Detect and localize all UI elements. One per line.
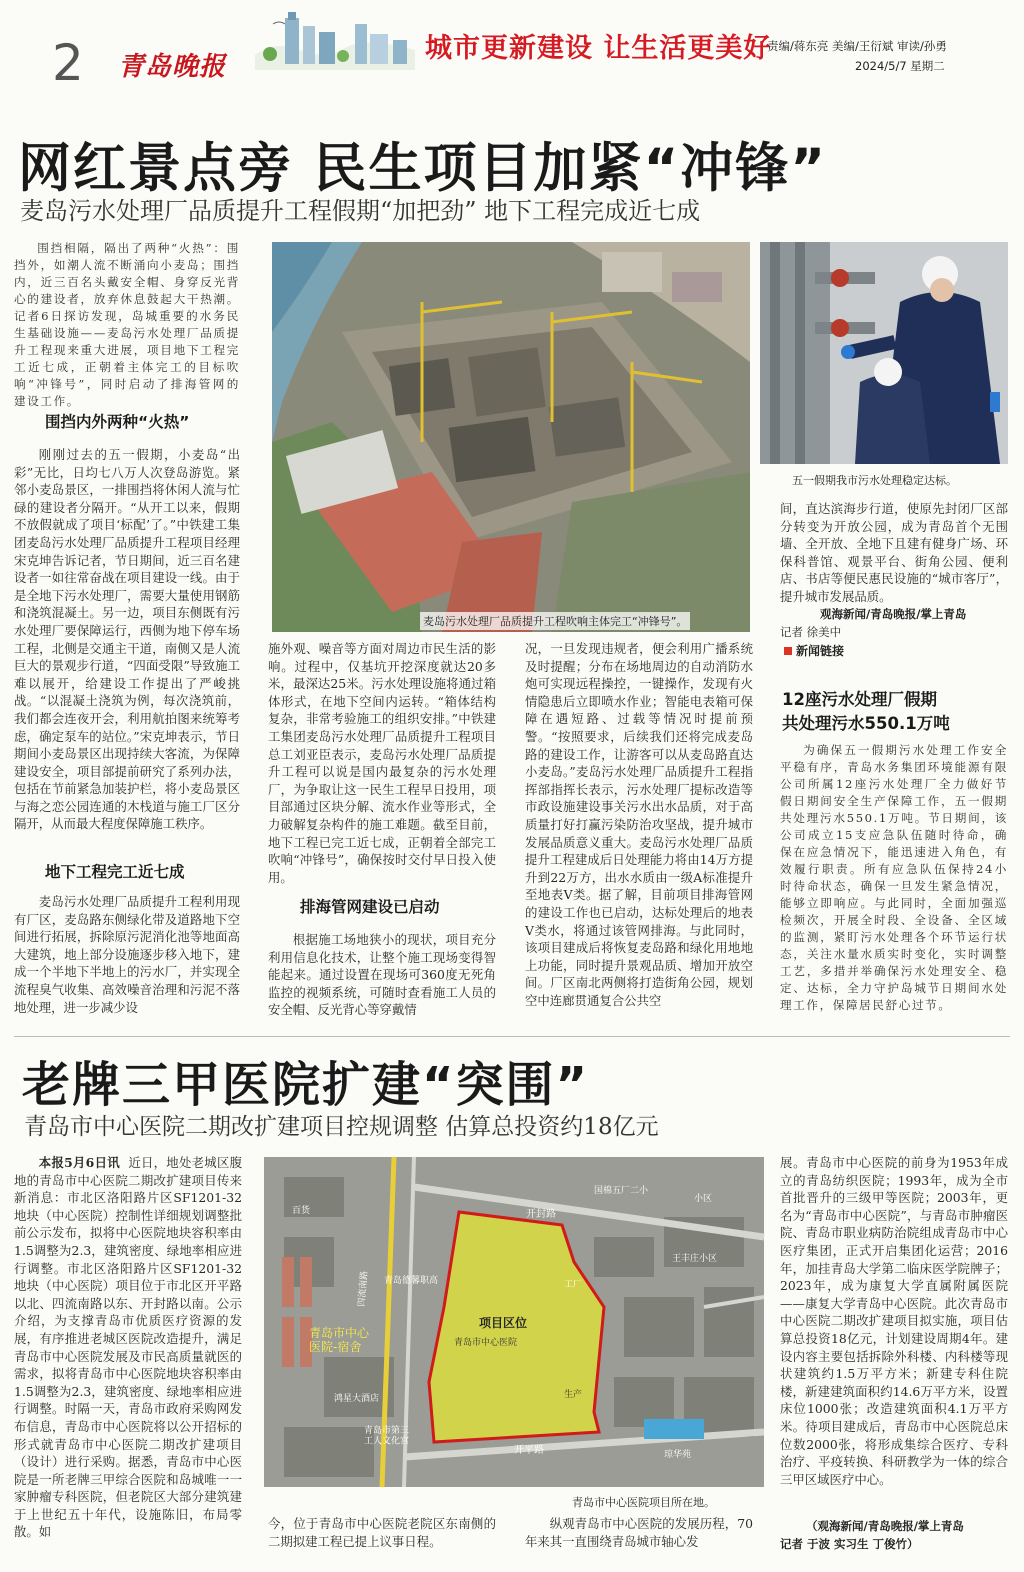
- issue-date: 2024/5/7 星期二: [855, 59, 945, 73]
- section-heading-3: 排海管网建设已启动: [300, 898, 440, 916]
- map-label-dormitory: 青岛市中心医院-宿舍: [309, 1326, 370, 1354]
- slogan: 城市更新建设 让生活更美好: [425, 33, 772, 64]
- map-poi-3: 工厂: [564, 1280, 583, 1290]
- side-photo-caption: 五一假期我市污水处理稳定达标。: [792, 474, 957, 487]
- story2-col4-body: 展。青岛市中心医院的前身为1953年成立的青岛纺织医院；1993年，成为全市首批晋升的三级甲等医院；2003年，更名为“青岛市中心医院”，与青岛市肿瘤医院、青岛市职业病防治院组成青岛市中心医疗集团，正式开启集团化运营；2016年，加挂青岛大学第二临床医学院牌子；2023年，成为康复大学直属附属医院——康复大学青岛中心医院。此次青岛市中心医院二期改扩建项目拟实施，项目估算总投资18亿元，计划建设周期4年。建设内容主要包括拆除外科楼、内科楼等现状建筑约1.5万平方米；新建专科住院楼，新建建筑面积约14.6万平方米，设置床位1000张；改造建筑面积4.1万平方米。待项目建成后，青岛市中心医院总床位数2000张，将形成集综合医疗、专科治疗、平疫转换、科研教学为一体的综合三甲区域医疗中心。: [780, 1155, 1008, 1487]
- side-story-title-2: 共处理污水550.1万吨: [782, 714, 950, 733]
- map-label-kaiping: 开平路: [514, 1445, 544, 1456]
- section-divider: [14, 1036, 1010, 1037]
- map-poi-7: 小区: [694, 1194, 713, 1204]
- story2-col2-body: 今，位于青岛市中心医院老院区东南侧的二期拟建工程已提上议事日程。: [268, 1516, 496, 1549]
- story2-col1-body: 本报5月6日讯 近日，地处老城区腹地的青岛市中心医院二期改扩建项目传来新消息：市北区洛阳路片区SF1201-32地块（中心医院）控制性详细规划调整批前公示发布，拟将中心医院地块容积率由1.5调整为2.3，建筑密度、绿地率相应进行调整。市北区洛阳路片区SF1201-32地块（中心医院）项目位于市北区开平路以北、四流南路以东、开封路以南。公示介绍，为支撑青岛市优质医疗资源的发展，有序推进老城区医院改造提升，满足青岛市中心医院发展及市民高质量就医的需求，拟将青岛市中心医院地块容积率由1.5调整为2.3，建筑密度、绿地率相应进行调整。时隔一天，青岛市政府采购网发布信息，青岛市中心医院将以公开招标的形式就青岛市中心医院二期改扩建项目（设计）进行采购。据悉，青岛市中心医院是一所老牌三甲综合医院和岛城唯一一家肿瘤专科医院，但老院区大部分建筑建于上世纪五十年代，设施陈旧，布局零散。如: [14, 1155, 242, 1540]
- map-label-hospital: 青岛市中心医院: [454, 1338, 518, 1348]
- story1-col4-body: 间，直达滨海步行道，使原先封闭厂区部分转变为开放公园，成为青岛首个无围墙、全开放、全地下且建有健身广场、环保科普馆、观景平台、街角公园、便利店、书店等便民惠民设施的“城市客厅”，提升城市发展品质。: [780, 501, 1008, 604]
- story1-intro: 围挡相隔，隔出了两种“火热”：围挡外，如潮人流不断涌向小麦岛；围挡内，近三百名头戴安全帽、身穿反光背心的建设者，放弃休息鼓起大干热潮。记者6日探访发现，岛城重要的水务民生基础设施——麦岛污水处理厂品质提升工程现来重大进展，项目地下工程完工近七成，正朝着主体完工的目标吹响“冲锋号”，同时启动了排海管网的建设工作。: [14, 241, 240, 408]
- section-heading-1: 围挡内外两种“火热”: [45, 413, 190, 431]
- editor-credits: 责编/蒋东亮 美编/王衍斌 审读/孙勇: [767, 39, 947, 53]
- map-poi-8: 王丰庄小区: [672, 1254, 718, 1264]
- story1-col1-body: 刚刚过去的五一假期，小麦岛“出彩”无比，日均七八万人次登岛游览。紧邻小麦岛景区，一排围挡将休闲人流与忙碌的建设者分隔开。“从开工以来，假期不放假就成了项目‘标配’了。”中铁建工集团麦岛污水处理厂品质提升工程项目经理宋克坤告诉记者，节日期间，近三百名建设者一如往常奋战在项目建设一线。由于是全地下污水处理厂，需要大量使用钢筋和浇筑混凝土。另一边，项目东侧既有污水处理厂要保障运行，西侧为地下停车场工程，北侧是交通主干道，南侧又是人流巨大的景观步行道，“四面受限”导致施工难以展开，给建设工作提出了严峻挑战。“以混凝土浇筑为例，每次浇筑前，我们都会连夜开会，利用航拍图来统筹考虑，确定泵车的站位。”宋克坤表示，节日期间小麦岛景区出现持续大客流，为保障建设安全，项目部提前研究了系列办法，包括在节前紧急加装护栏，将小麦岛景区与海之恋公园连通的木栈道与施工厂区分隔开，从而最大程度保障施工秩序。: [14, 447, 240, 832]
- reporter-1: 记者 徐美中: [780, 625, 842, 639]
- main-photo-caption: 麦岛污水处理厂品质提升工程吹响主体完工“冲锋号”。: [420, 612, 690, 630]
- map-poi-1: 国棉五厂二小: [594, 1186, 649, 1196]
- section-heading-2: 地下工程完工近七成: [45, 863, 185, 881]
- map-caption: 青岛市中心医院项目所在地。: [572, 1496, 715, 1509]
- location-map: [264, 1157, 764, 1487]
- aerial-construction-photo: [272, 242, 750, 632]
- map-poi-5: 琼华苑: [664, 1450, 692, 1460]
- map-label-siliu: 四流南路: [357, 1270, 371, 1308]
- story1-col2b-body: 根据施工场地狭小的现状，项目充分利用信息化技术，让整个施工现场变得智能起来。通过设置在现场可360度无死角监控的视频系统，可随时查看施工人员的安全帽、反光背心等穿戴情: [268, 932, 496, 1018]
- newspaper-logo: 青岛晚报: [118, 52, 227, 82]
- byline-2: （观海新闻/青岛晚报/掌上青岛: [806, 1519, 964, 1533]
- map-label-culture: 青岛市第三工人文化宫: [364, 1426, 410, 1447]
- skyline-illustration: [255, 10, 415, 70]
- side-story-body: 为确保五一假期污水处理工作安全平稳有序，青岛水务集团环境能源有限公司所属12座污水处理厂全力做好节假日期间安全生产保障工作，五一假期共处理污水550.1万吨。节日期间，该公司成立15支应急队伍随时待命，确保在应急情况下，能迅速进入角色，有效履行职责。所有应急队伍保持24小时待命状态，确保一旦发生紧急情况，能够立即响应。与此同时，全面加强巡检频次，开展全时段、全设备、全区域的监测，紧盯污水处理各个环节运行状态，关注水量水质实时变化，实时调整工艺，多措并举确保污水处理安全、稳定、达标，全力守护岛城节日期间水处理工作，保障居民舒心过节。: [780, 743, 1008, 1012]
- side-story-title-1: 12座污水处理厂假期: [782, 690, 937, 709]
- story2-subheadline: 青岛市中心医院二期改扩建项目控规调整 估算总投资约18亿元: [24, 1114, 659, 1140]
- page-number: 2: [52, 34, 84, 92]
- story1-col1b-body: 麦岛污水处理厂品质提升工程利用现有厂区，麦岛路东侧绿化带及道路地下空间进行拓展，拆除原污泥消化池等地面高大建筑，地上部分设施逐步移入地下，建成一个半地下半地上的污水厂，并实现全流程臭气收集、高效噪音治理和污泥不落地处理，进一步减少设: [14, 894, 240, 1015]
- story2-headline: 老牌三甲医院扩建“突围”: [22, 1057, 590, 1113]
- reporter-2: 记者 于波 实习生 丁俊竹）: [780, 1537, 919, 1551]
- map-label-project: 项目区位: [479, 1316, 528, 1330]
- news-link-label: 新闻链接: [784, 642, 844, 659]
- map-label-kaifeng: 开封路: [526, 1209, 556, 1220]
- story1-col3-body: 况，一旦发现违规者，便会利用广播系统及时提醒；分布在场地周边的自动消防水炮可实现远程操控，一键操作，发现有火情隐患后立即喷水作业；智能电表箱可保障在遇短路、过载等情况时提前预警。“按照要求，后续我们还将完成麦岛路的建设工作，让游客可以从麦岛路直达小麦岛。”麦岛污水处理厂品质提升工程指挥部指挥长表示，污水处理厂提标改造等市政设施建设事关污水出水品质，对于高质量打好打赢污染防治攻坚战，提升城市发展品质意义重大。麦岛污水处理厂品质提升工程建成后日处理能力将由14万方提升到22万方，出水水质由一级A标准提升至地表V类。据了解，目前项目排海管网的建设工作也已启动，达标处理后的地表V类水，将通过该管网排海。与此同时，该项目建成后将恢复麦岛路和绿化用地地上功能，同时提升景观品质、增加开放空间。厂区南北两侧将打造街角公园，规划空中连廊贯通复合公共空: [525, 641, 753, 1008]
- red-square-icon: [784, 647, 792, 655]
- map-label-school: 青岛德馨职高: [384, 1276, 439, 1286]
- byline-1: 观海新闻/青岛晚报/掌上青岛: [820, 607, 967, 621]
- workers-photo: [760, 242, 1008, 464]
- story1-subheadline: 麦岛污水处理厂品质提升工程假期“加把劲” 地下工程完成近七成: [20, 197, 701, 225]
- story2-col3-body: 纵观青岛市中心医院的发展历程，70年来其一直围绕青岛城市轴心发: [525, 1516, 753, 1549]
- map-label-hotel: 鸿星大酒店: [334, 1394, 380, 1404]
- map-poi-4: 百货: [292, 1206, 311, 1216]
- story1-headline: 网红景点旁 民生项目加紧“冲锋”: [18, 138, 828, 199]
- map-poi-6: 生产: [564, 1390, 583, 1400]
- story1-col2-body: 施外观、噪音等方面对周边市民生活的影响。过程中，仅基坑开挖深度就达20多米，最深达25米。污水处理设施将通过箱体形式，在地下空间内运转。“箱体结构复杂，非常考验施工的组织安排。”中铁建工集团麦岛污水处理厂品质提升工程项目总工刘亚臣表示，麦岛污水处理厂品质提升工程可以说是国内最复杂的污水处理厂，为争取让这一民生工程早日投用，项目部通过区块分解、流水作业等形式，全力破解复杂构件的施工难题。截至目前，地下工程已完工近七成，正朝着全部完工吹响“冲锋号”，确保按时交付早日投入使用。: [268, 641, 496, 885]
